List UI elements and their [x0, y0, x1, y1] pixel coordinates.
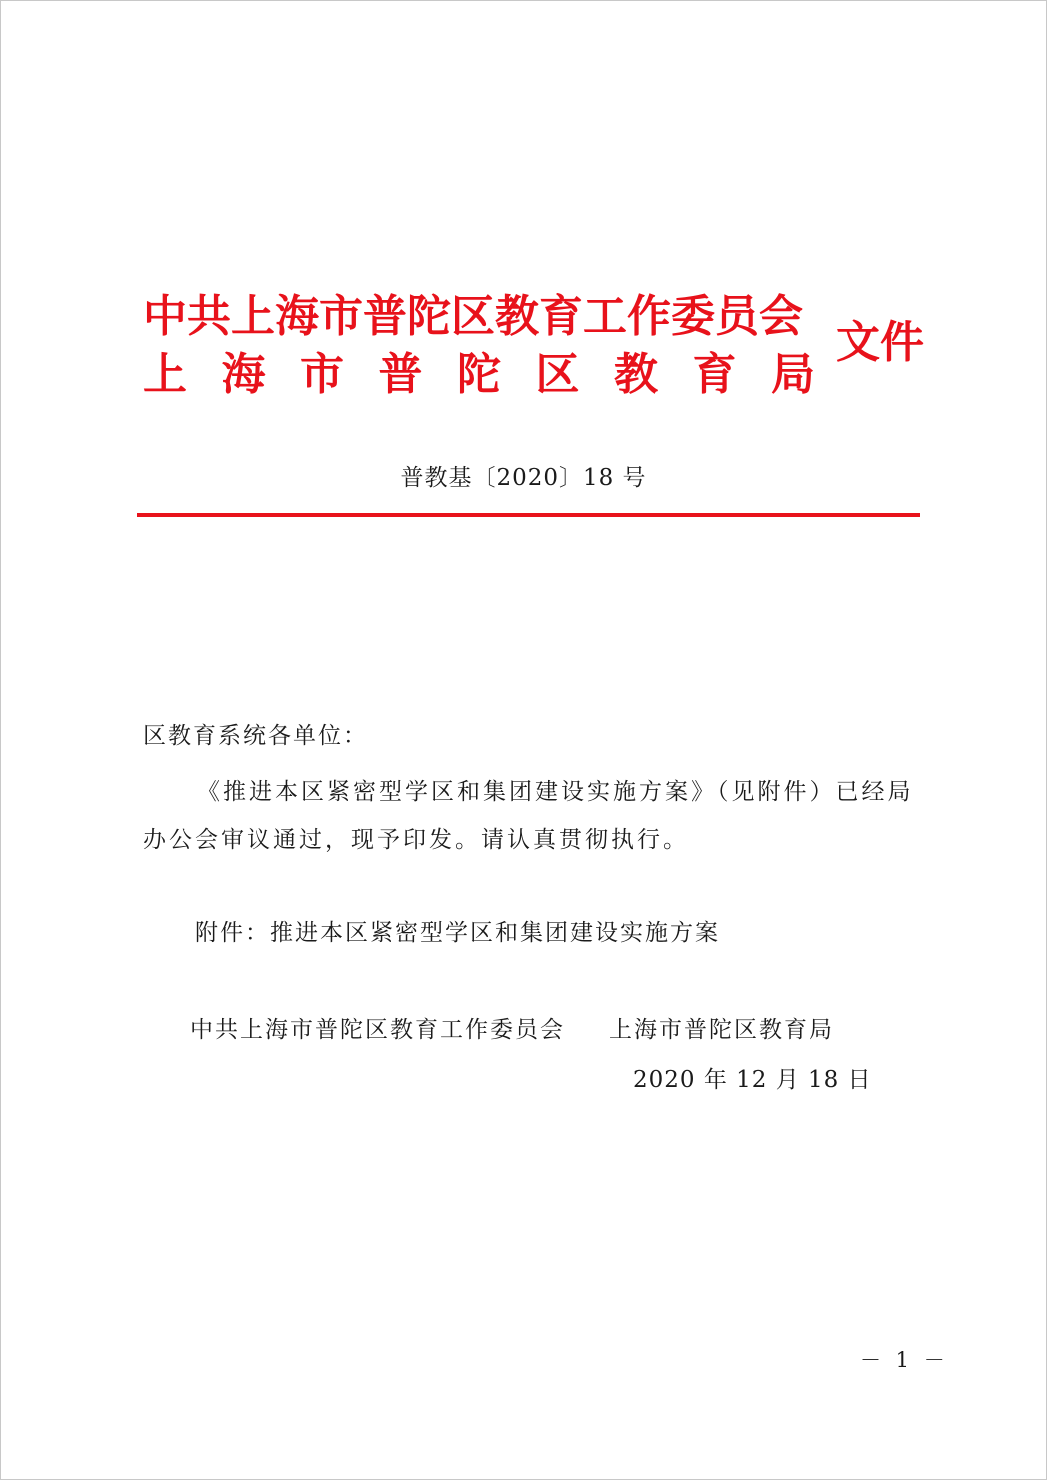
signature-issuer-party-committee: 中共上海市普陀区教育工作委员会: [190, 1017, 565, 1043]
issuer-char: 育: [692, 349, 737, 400]
addressee: 区教育系统各单位：: [143, 723, 368, 749]
signature-date: 2020 年 12 月 18 日: [633, 1067, 872, 1093]
body-paragraph: 《推进本区紧密型学区和集团建设实施方案》（见附件）已经局办公会审议通过，现予印发。请认真贯彻执行。: [143, 779, 914, 853]
signature-issuers: [190, 1012, 970, 1048]
issuer-line-education-bureau: [143, 346, 815, 404]
attachment-note: 附件：推进本区紧密型学区和集团建设实施方案: [195, 920, 720, 946]
red-divider: [137, 513, 920, 517]
document-number: 普教基〔2020〕18 号: [400, 465, 647, 491]
document-suffix: 文件: [836, 317, 924, 368]
issuer-char: 教: [614, 349, 658, 400]
issuer-line-party-committee: 中共上海市普陀区教育工作委员会: [143, 291, 803, 342]
issuer-char: 市: [300, 349, 344, 400]
issuer-char: 普: [378, 349, 423, 400]
issuer-char: 区: [535, 349, 580, 400]
issuer-char: 海: [221, 349, 266, 400]
issuer-header: [143, 288, 823, 404]
page-number: － 1 －: [860, 1348, 949, 1372]
issuer-char: 陀: [457, 349, 501, 400]
issuer-char: 局: [771, 349, 815, 400]
issuer-char: 上: [143, 349, 187, 400]
signature-issuer-education-bureau: 上海市普陀区教育局: [609, 1017, 834, 1043]
